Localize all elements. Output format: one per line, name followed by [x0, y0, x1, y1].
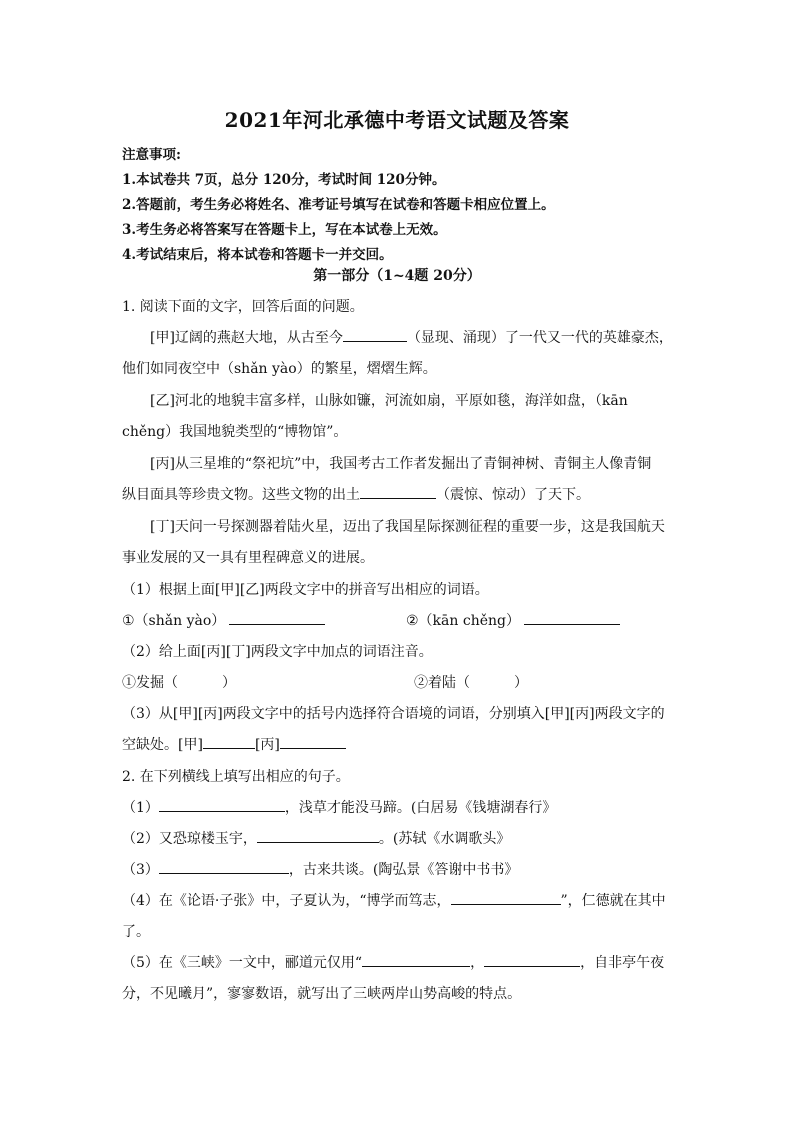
q2-item-4-text-a: （4）在《论语·子张》中，子夏认为，“博学而笃志，: [122, 893, 451, 909]
q1-sub2-b: [414, 672, 528, 692]
notes-heading: 注意事项:: [122, 147, 181, 163]
q1-sub2-a: [122, 672, 236, 692]
q1-para-jia-line2: 他们如同夜空中（shǎn yào）的繁星，熠熠生辉。: [122, 361, 437, 377]
note-1: 1.本试卷共 7页，总分 120分，考试时间 120分钟。: [122, 172, 446, 188]
q1-intro: 1. 阅读下面的文字，回答后面的问题。: [122, 299, 364, 315]
q2-item-5-line1: [122, 952, 664, 972]
q1-para-bing-text-a: 纵目面具等珍贵文物。这些文物的出土: [122, 487, 360, 503]
q2-item-4-text-b: ”，仁德就在其中: [560, 893, 666, 909]
q2-item-3-num: （3）: [122, 862, 159, 878]
q2-item-5-text-a: （5）在《三峡》一文中，郦道元仅用“: [122, 955, 363, 971]
q1-para-jia-text-b: （显现、涌现）了一代又一代的英雄豪杰，: [406, 330, 673, 346]
q1-sub3-bing-label: [丙]: [254, 737, 280, 753]
q1-blank-bing-inline[interactable]: [360, 484, 436, 499]
note-3: 3.考生务必将答案写在答题卡上，写在本试卷上无效。: [122, 222, 447, 238]
q1-para-bing-line2: [122, 484, 590, 504]
q1-sub2-a-label: ①发掘（: [122, 675, 178, 691]
q1-sub1-a-label: ①（shǎn yào）: [122, 613, 226, 629]
page-title: 2021年河北承德中考语文试题及答案: [224, 108, 570, 132]
q1-para-bing-line1: [丙]从三星堆的“祭祀坑”中，我国考古工作者发掘出了青铜神树、青铜主人像青铜: [150, 456, 652, 472]
q1-sub1-b: [406, 610, 620, 630]
q1-sub1-b-blank[interactable]: [524, 610, 620, 625]
q2-item-2-text-b: 。(苏轼《水调歌头》: [378, 831, 511, 847]
q1-sub3-jia-label: 空缺处。[甲]: [122, 737, 203, 753]
q2-item-2-text-a: （2）又恐琼楼玉宇，: [122, 831, 257, 847]
q1-blank-jia-inline[interactable]: [343, 327, 407, 342]
q1-para-ding-line1: [丁]天问一号探测器着陆火星，迈出了我国星际探测征程的重要一步，这是我国航天: [150, 519, 665, 535]
q2-item-1: [122, 797, 556, 817]
q2-item-5-text-b: ，自非亭午夜: [580, 955, 665, 971]
q1-sub1: （1）根据上面[甲][乙]两段文字中的拼音写出相应的词语。: [122, 582, 489, 598]
q2-item-1-num: （1）: [122, 800, 159, 816]
q2-item-3-text: ，古来共谈。(陶弘景《答谢中书书》: [288, 862, 519, 878]
q2-item-5-blank-2[interactable]: [484, 952, 580, 967]
section-heading: 第一部分（1~4题 20分）: [313, 268, 481, 284]
q2-item-4-blank[interactable]: [451, 890, 561, 905]
q1-para-bing-text-b: （震惊、惊动）了天下。: [436, 487, 590, 503]
q1-para-jia-text-a: [甲]辽阔的燕赵大地，从古至今: [150, 330, 343, 346]
q2-item-4-line2: 了。: [122, 924, 150, 940]
q1-para-ding-line2: 事业发展的又一具有里程碑意义的进展。: [122, 550, 374, 566]
note-4: 4.考试结束后，将本试卷和答题卡一并交回。: [122, 247, 393, 263]
q1-para-yi-line1: [乙]河北的地貌丰富多样，山脉如镰，河流如扇，平原如毯，海洋如盘，（kān: [150, 393, 628, 409]
q1-sub2-b-close: ）: [514, 675, 528, 691]
q2-item-4-line1: [122, 890, 666, 910]
q2-item-5-blank-1[interactable]: [362, 952, 470, 967]
q2-item-3: [122, 859, 518, 879]
q1-sub3-jia-blank[interactable]: [203, 734, 255, 749]
q2-item-2-blank[interactable]: [257, 828, 379, 843]
q1-sub1-b-label: ②（kān chěng）: [406, 613, 520, 629]
q1-sub2: （2）给上面[丙][丁]两段文字中加点的词语注音。: [122, 644, 433, 660]
q1-sub3-line1: （3）从[甲][丙]两段文字中的括号内选择符合语境的词语，分别填入[甲][丙]两段文字的: [122, 706, 665, 722]
q1-sub2-b-label: ②着陆（: [414, 675, 470, 691]
q1-sub3-bing-blank[interactable]: [280, 734, 346, 749]
q1-para-yi-line2: chěng）我国地貌类型的“博物馆”。: [122, 424, 348, 440]
note-2: 2.答题前，考生务必将姓名、准考证号填写在试卷和答题卡相应位置上。: [122, 197, 555, 213]
q1-sub2-a-close: ）: [222, 675, 236, 691]
q1-sub1-a-blank[interactable]: [229, 610, 325, 625]
q1-sub3-line2: [122, 734, 346, 754]
q1-sub1-answers: [122, 610, 325, 630]
q2-item-1-blank[interactable]: [159, 797, 285, 812]
q2-item-1-text: ，浅草才能没马蹄。(白居易《钱塘湖春行》: [284, 800, 557, 816]
q2-intro: 2. 在下列横线上填写出相应的句子。: [122, 769, 350, 785]
q2-item-2: [122, 828, 510, 848]
q2-item-5-sep: ，: [470, 955, 485, 971]
q2-item-3-blank[interactable]: [159, 859, 289, 874]
q1-para-jia-line1: [150, 327, 673, 347]
q2-item-5-line2: 分，不见曦月”，寥寥数语，就写出了三峡两岸山势高峻的特点。: [122, 986, 522, 1002]
